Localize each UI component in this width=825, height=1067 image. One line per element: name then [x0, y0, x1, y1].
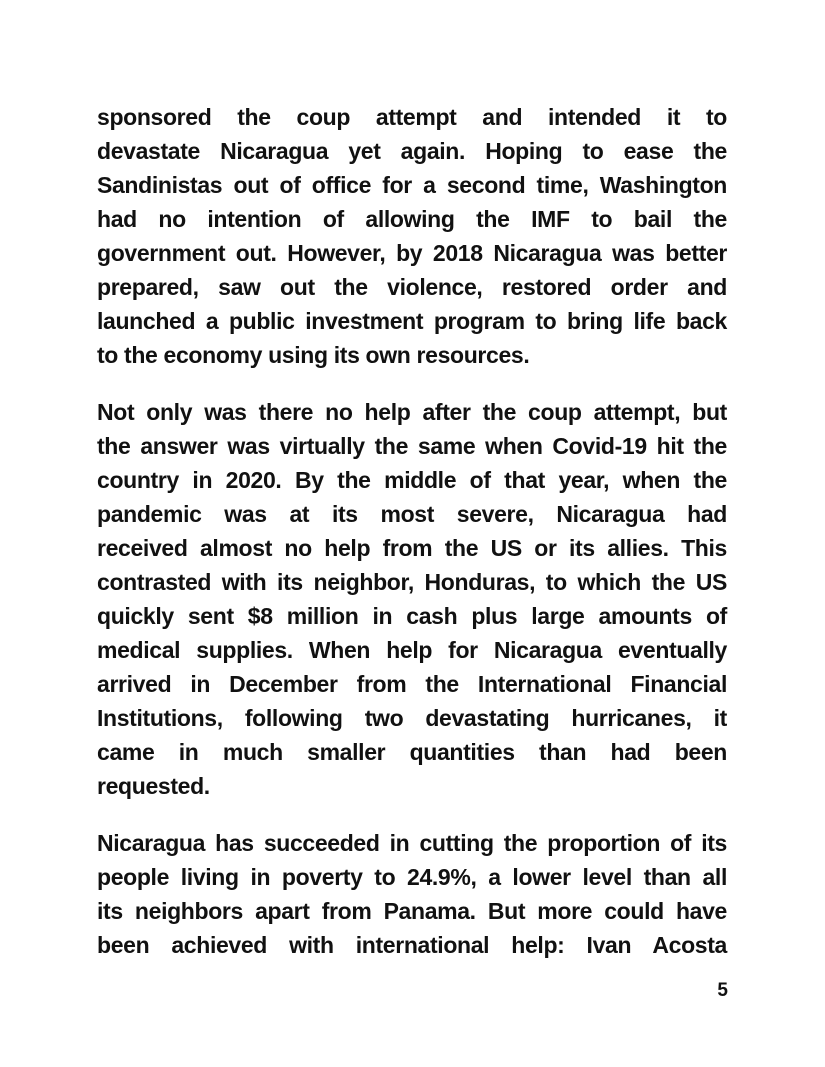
text-line: devastate Nicaragua yet again. Hoping to ease the: [97, 138, 727, 164]
text-line: requested.: [97, 773, 210, 799]
text-line: Sandinistas out of office for a second time, Washington: [97, 172, 727, 198]
text-line: people living in poverty to 24.9%, a lower level than all: [97, 864, 727, 890]
text-line: government out. However, by 2018 Nicaragua was better: [97, 240, 727, 266]
text-line: to the economy using its own resources.: [97, 342, 530, 368]
text-line: came in much smaller quantities than had been: [97, 739, 727, 765]
document-page: [97, 100, 727, 985]
text-line: quickly sent $8 million in cash plus large amounts of: [97, 603, 727, 629]
text-line: received almost no help from the US or its allies. This: [97, 535, 727, 561]
text-line: prepared, saw out the violence, restored order and: [97, 274, 727, 300]
text-line: Not only was there no help after the coup attempt, but: [97, 399, 727, 425]
text-line: arrived in December from the International Financial: [97, 671, 727, 697]
text-line: been achieved with international help: Ivan Acosta: [97, 932, 727, 958]
text-line: country in 2020. By the middle of that year, when the: [97, 467, 727, 493]
text-line: launched a public investment program to bring life back: [97, 308, 727, 334]
text-line: contrasted with its neighbor, Honduras, to which the US: [97, 569, 727, 595]
text-line: Nicaragua has succeeded in cutting the proportion of its: [97, 830, 727, 856]
text-line: Institutions, following two devastating hurricanes, it: [97, 705, 727, 731]
text-line: the answer was virtually the same when Covid-19 hit the: [97, 433, 727, 459]
text-line: its neighbors apart from Panama. But more could have: [97, 898, 727, 924]
text-line: had no intention of allowing the IMF to bail the: [97, 206, 727, 232]
paragraph-poverty: [97, 826, 727, 962]
page-number: 5: [717, 980, 728, 1001]
paragraph-coup-attempt: [97, 100, 727, 372]
text-line: medical supplies. When help for Nicaragua eventually: [97, 637, 727, 663]
text-line: sponsored the coup attempt and intended it to: [97, 104, 727, 130]
text-line: pandemic was at its most severe, Nicaragua had: [97, 501, 727, 527]
paragraph-covid-help: [97, 395, 727, 803]
